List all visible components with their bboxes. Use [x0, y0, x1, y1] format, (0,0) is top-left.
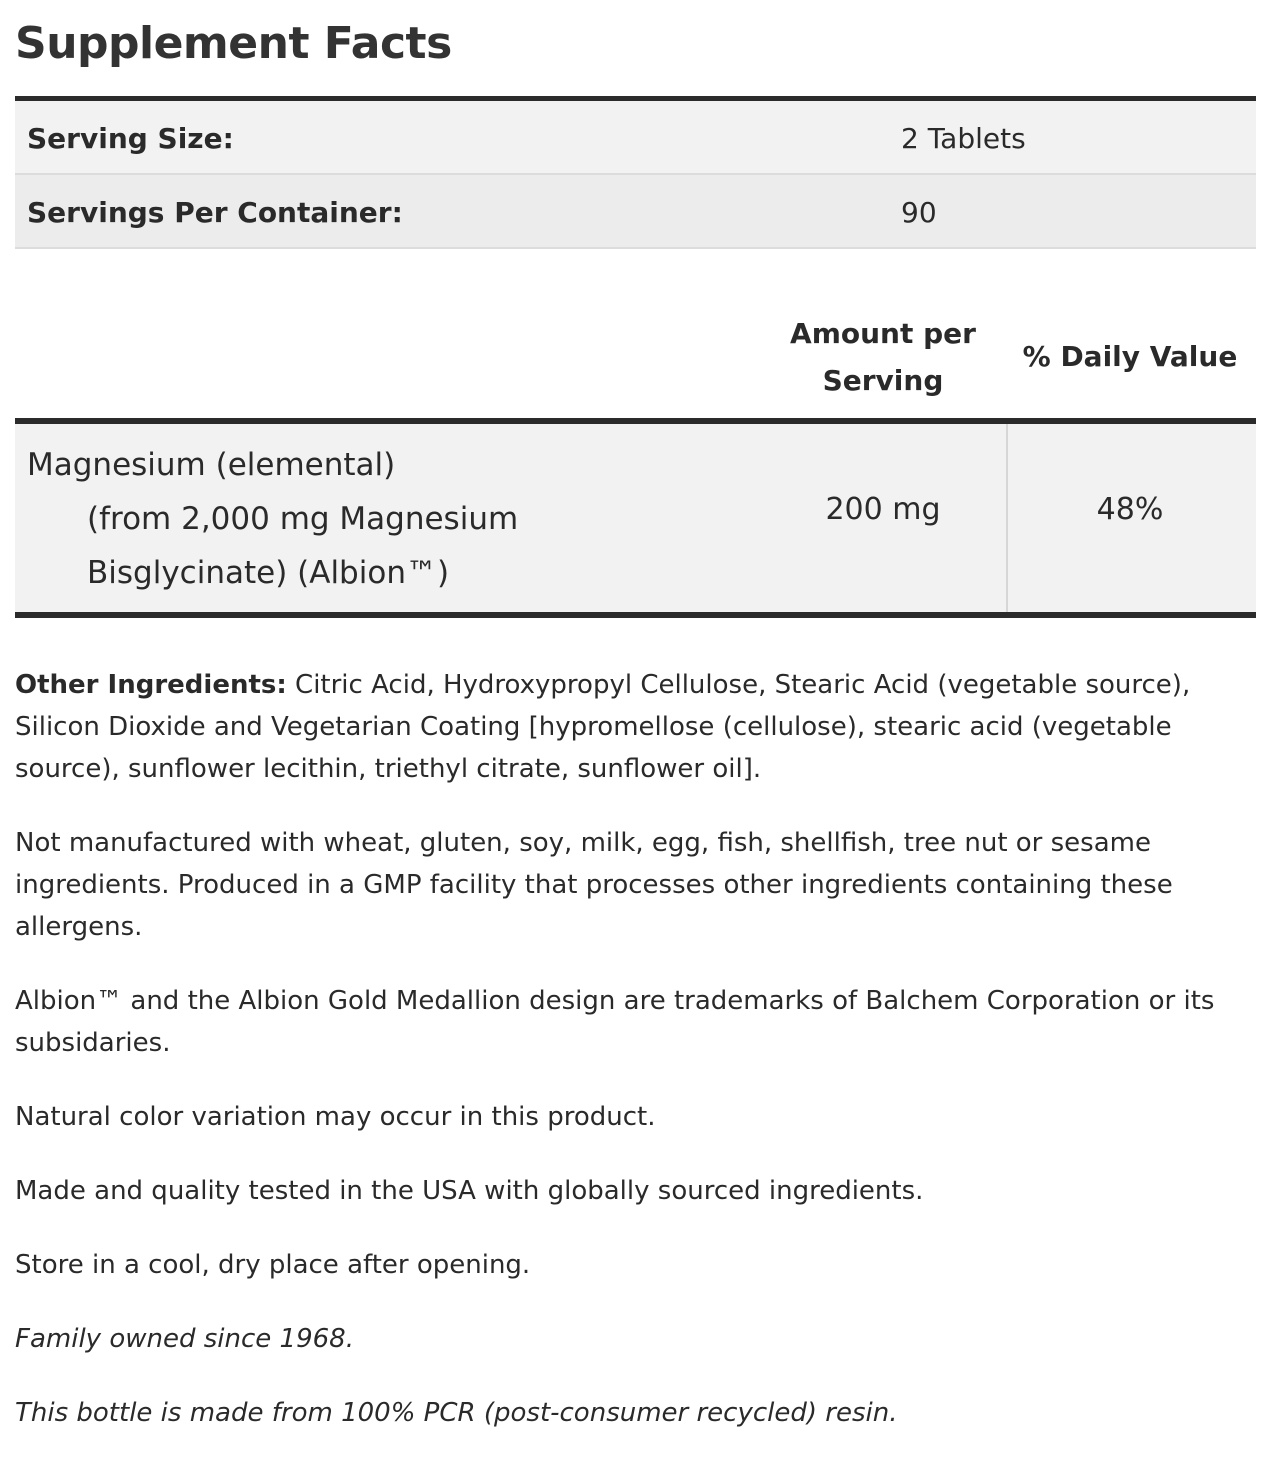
trademark-note: Albion™ and the Albion Gold Medallion design are trademarks of Balchem Corporation or its subsidaries.: [15, 986, 1215, 1058]
servings-per-container-row: [15, 175, 1256, 249]
servings-per-container-label: Servings Per Container:: [27, 196, 403, 229]
serving-size-label: Serving Size:: [27, 122, 234, 155]
serving-table: [15, 96, 1256, 249]
serving-size-row: [15, 101, 1256, 175]
other-ingredients-text: Citric Acid, Hydroxypropyl Cellulose, Stearic Acid (vegetable source), Silicon Dioxide and Vegetarian Coating [hypromellose (cellulose), stearic acid (vegetable source), sunflower lecithin, triethyl citrate, sunflower oil].: [15, 670, 1191, 784]
family-owned-note: Family owned since 1968.: [15, 1324, 354, 1354]
storage-note: Store in a cool, dry place after opening.: [15, 1250, 531, 1280]
page-title: Supplement Facts: [15, 18, 452, 69]
column-divider: [1006, 424, 1008, 612]
serving-size-value: 2 Tablets: [901, 122, 1026, 155]
other-ingredients-label: Other Ingredients:: [15, 670, 287, 700]
other-ingredients: [15, 664, 1260, 790]
nutrient-table-header: [15, 300, 1256, 418]
servings-per-container-value: 90: [901, 196, 937, 229]
daily-value-header: % Daily Value: [1022, 340, 1238, 373]
nutrient-source: (from 2,000 mg Magnesium Bisglycinate) (Albion™): [87, 501, 519, 591]
color-note: Natural color variation may occur in this product.: [15, 1102, 656, 1132]
nutrient-daily-value: 48%: [1096, 492, 1164, 527]
product-notes: [15, 664, 1260, 1466]
nutrient-name: Magnesium (elemental): [27, 447, 396, 483]
made-in-usa-note: Made and quality tested in the USA with globally sourced ingredients.: [15, 1176, 924, 1206]
amount-per-serving-header: Amount per Serving: [790, 317, 976, 397]
nutrient-amount: 200 mg: [825, 492, 941, 527]
nutrient-row: [15, 418, 1256, 618]
allergen-note: Not manufactured with wheat, gluten, soy, milk, egg, fish, shellfish, tree nut or sesame ingredients. Produced in a GMP facility that processes other ingredients containing these allergens.: [15, 828, 1173, 942]
nutrient-name-cell: [27, 438, 607, 600]
bottle-note: This bottle is made from 100% PCR (post-consumer recycled) resin.: [15, 1398, 898, 1428]
